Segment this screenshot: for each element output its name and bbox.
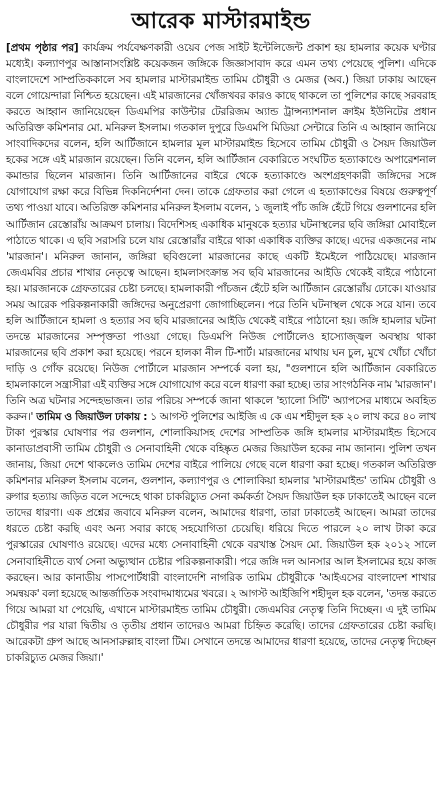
article-text-part1: কার্যক্রম পর্যবেক্ষণকারী ওয়েব পেজ সাইট ইন্টেলিজেন্ট প্রকাশ হয় হামলার কয়েক ঘণ্টার মধ্যেই। কল্যাণপুর আস্তানাসংশ্লিষ্ট কয়েকজন জঙ্গিকে জিজ্ঞাসাবাদ করে এমন তথ্য পেয়েছে পুলিশ। এদিকে বাংলাদেশে সাম্প্রতিককালে সব হামলার মাস্টারমাইন্ড তামিম চৌধুরী ও মেজর (অব.) জিয়া ঢাকায় আছেন বলে গোয়েন্দারা নিশ্চিত হয়েছেন। এই মারজানের খোঁজখবর কারও কাছে থাকলে তা পুলিশের কাছে সরবরাহ করতে আহ্বান জানিয়েছেন ডিএমপির কাউন্টার টেররিজম অ্যান্ড ট্রান্সন্যাশনাল ক্রাইম ইউনিটের প্রধান অতিরিক্ত কমিশনার মো. মনিরুল ইসলাম। গতকাল দুপুরে ডিএমপি মিডিয়া সেন্টারে তিনি এ আহ্বান জানিয়ে সাংবাদিকদের বলেন, হলি আর্টিজানে হামলার মূল মাস্টারমাইন্ড হিসেবে তামিম চৌধুরী ও সৈয়দ জিয়াউল হকের সঙ্গে এই মারজান রয়েছেন। তিনি বলেন, হলি আর্টিজান বেকারিতে সংঘটিত হত্যাকাণ্ডে অপারেশনাল কমান্ডার ছিলেন মারজান। তিনি আর্টিজানের বাইরে থেকে হত্যাকাণ্ডে অংশগ্রহণকারী জঙ্গিদের সঙ্গে যোগাযোগ রক্ষা করে বিভিন্ন দিকনির্দেশনা দেন। তাকে গ্রেফতার করা গেলে এ হত্যাকাণ্ডের বিষয়ে গুরুত্বপূর্ণ তথ্য পাওয়া যাবে। অতিরিক্ত কমিশনার মনিরুল ইসলাম বলেন, ১ জুলাই পাঁচ জঙ্গি হেঁটে গিয়ে গুলশানের হলি আর্টিজান রেস্তোরাঁয় আক্রমণ চালায়। বিদেশিসহ একাধিক মানুষকে হত্যার ঘটনাস্থলের ছবি জঙ্গিরা মোবাইলে পাঠাতে থাকে। এ ছবি সরাসরি চলে যায় রেস্তোরাঁর বাইরে থাকা একাধিক ব্যক্তির কাছে। এদের একজনের নাম 'মারজান'। মনিরুল জানান, জঙ্গিরা ছবিগুলো মারজানের কাছে একটি ইমেইলে পাঠিয়েছে। মারজান জেএমবির প্রচার শাখার নেতৃত্বে আছেন। হামলাসংক্রান্ত সব ছবি মারজানের আইডি থেকেই বাইরে পাঠানো হয়। মারজানকে গ্রেফতারের চেষ্টা চলছে। হামলাকারী পাঁচজন হেঁটে হলি আর্টিজান রেস্তোরাঁয় ঢোকে। যাওয়ার সময় আরেক পরিকল্পনাকারী জঙ্গিদের অনুপ্রেরণা জোগাচ্ছিলেন। পরে তিনি ঘটনাস্থল থেকে সরে যান। তবে হলি আর্টিজানে হামলা ও হত্যার সব ছবি মারজানের আইডি থেকেই বাইরে পাঠানো হয়। জঙ্গি হামলার ঘটনা তদন্তে মারজানের সম্পৃক্ততা পাওয়া গেছে। ডিএমপি নিউজ পোর্টালেও হাস্যোজ্জ্বল অবস্থায় থাকা মারজানের ছবি প্রকাশ করা হয়েছে। পরনে হালকা নীল টি-শার্ট। মারজানের মাথায় ঘন চুল, মুখে খোঁচা খোঁচা দাড়ি ও গোঁফ রয়েছে। নিউজ পোর্টালে মারজান সম্পর্কে বলা হয়, "গুলশানে হলি আর্টিজান বেকারিতে হামলাকালে সন্ত্রাসীরা এই ব্যক্তির সঙ্গে যোগাযোগ করে বলে ধারণা করা হচ্ছে। তার সাংগঠনিক নাম 'মারজান'। তিনি অত্র ঘটনার সন্দেহভাজন। তার পরিচয় সম্পর্কে জানা থাকলে 'হ্যালো সিটি' অ্যাপসের মাধ্যমে অবহিত করুন।' — [6, 42, 436, 424]
article-text-part2: ১ আগস্ট পুলিশের আইজি এ কে এম শহীদুল হক ২০ লাখ করে ৪০ লাখ টাকা পুরস্কার ঘোষণার পর গুলশান, শোলাকিয়াসহ দেশের সাম্প্রতিক জঙ্গি হামলার মাস্টারমাইন্ড হিসেবে কানাডাপ্রবাসী তামিম চৌধুরী ও সেনাবাহিনী থেকে বহিষ্কৃত মেজর জিয়াউল হকের নাম জানান। পুলিশ তখন জানায়, জিয়া দেশে থাকলেও তামিম দেশের বাইরে পালিয়ে গেছে বলে ধারণা করা হচ্ছে। গতকাল অতিরিক্ত কমিশনার মনিরুল ইসলাম বলেন, গুলশান, কল্যাণপুর ও শোলাকিয়া হামলার 'মাস্টারমাইন্ড' তামিম চৌধুরী ও রুগার হত্যায় জড়িত বলে সন্দেহে থাকা চাকরিচ্যুত সেনা কর্মকর্তা সৈয়দ জিয়াউল হক ঢাকাতেই আছেন বলে তাদের ধারণা। এক প্রশ্নের জবাবে মনিরুল বলেন, আমাদের ধারণা, তারা ঢাকাতেই আছেন। আমরা তাদের ধরতে চেষ্টা করছি এবং অন্য সবার কাছে সহযোগিতা চেয়েছি। ধরিয়ে দিতে পারলে ২০ লাখ টাকা করে পুরস্কারের ঘোষণাও রয়েছে। এদের মধ্যে সেনাবাহিনী থেকে বরখাস্ত সৈয়দ মো. জিয়াউল হক ২০১২ সালে সেনাবাহিনীতে ব্যর্থ সেনা অভ্যুত্থান চেষ্টার পরিকল্পনাকারী। পরে জঙ্গি দল আনসার আল ইসলামের হয়ে কাজ করছেন। আর কানাডীয় পাসপোর্টধারী বাংলাদেশি নাগরিক তামিম চৌধুরীকে 'আইএসের বাংলাদেশ শাখার সমন্বয়ক' বলা হয়েছে আন্তর্জাতিক সংবাদমাধ্যমের খবরে। ২ আগস্ট আইজিপি শহীদুল হক বলেন, 'তদন্ত করতে গিয়ে আমরা যা পেয়েছি, এখানে মাস্টারমাইন্ড তামিম চৌধুরী। জেএমবির নেতৃত্ব তিনি দিচ্ছেন। এ দুই তামিম চৌধুরীর পর যারা দ্বিতীয় ও তৃতীয় প্রধান তাদেরও আমরা চিহ্নিত করেছি। তাদের গ্রেফতারের চেষ্টা করছি। আরেকটা গ্রুপ আছে আনসারুল্লাহ বাংলা টিম। সেখানে তদন্তে আমাদের ধারণা হয়েছে, তাদের নেতৃত্ব দিচ্ছেন চাকরিচ্যুত মেজর জিয়া।' — [6, 411, 436, 664]
article-body — [6, 40, 436, 666]
article-paragraph — [6, 40, 436, 666]
subhead: তামিম ও জিয়াউল ঢাকায় : — [36, 411, 148, 424]
headline: আরেক মাস্টারমাইন্ড — [131, 9, 311, 34]
continued-from-label: [প্রথম পৃষ্ঠার পর] — [6, 42, 79, 54]
